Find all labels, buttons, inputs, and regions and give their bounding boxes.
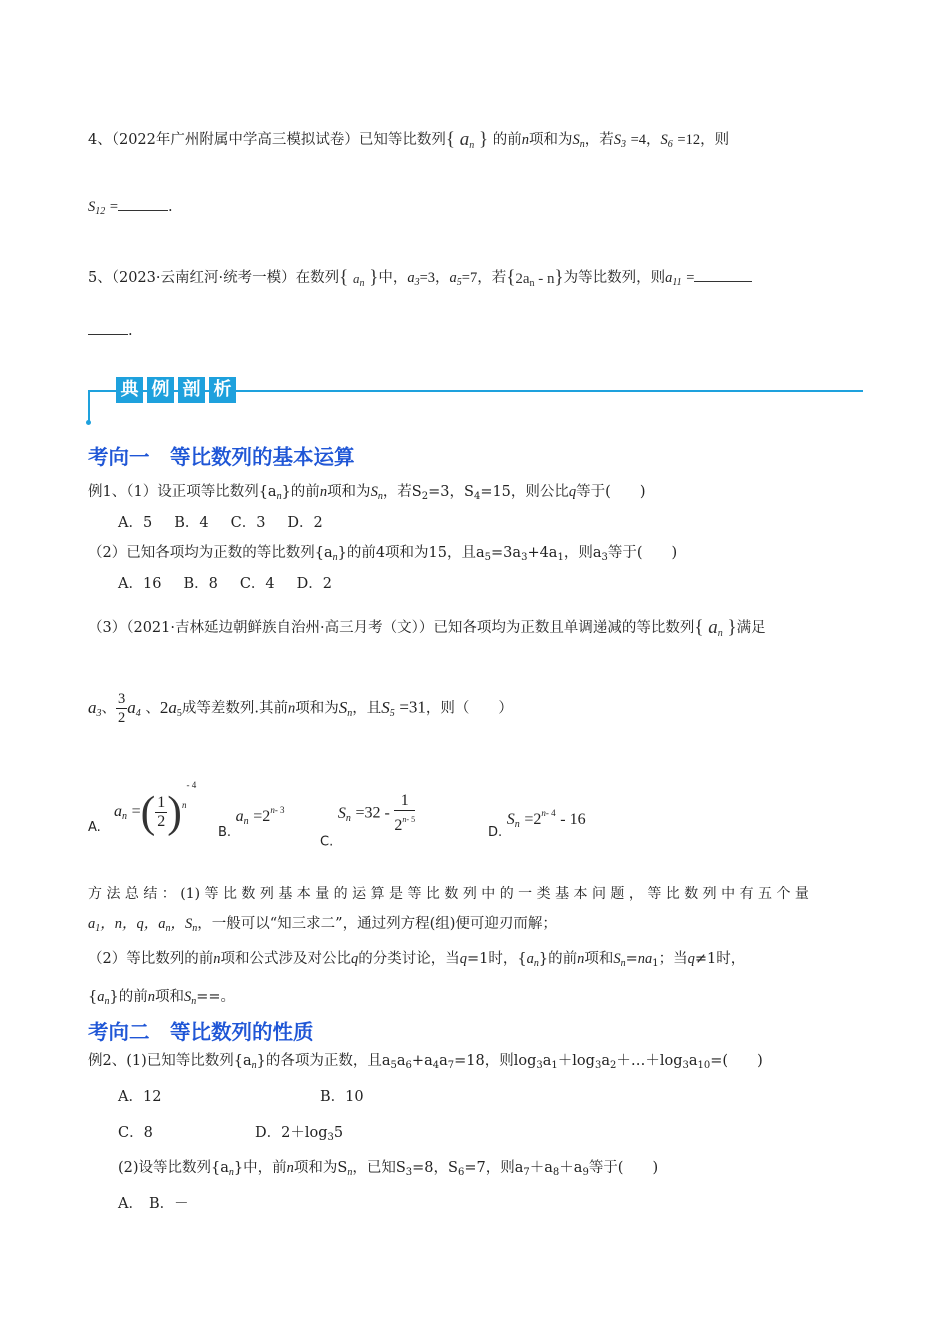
- ex1-q1-text2: }的前: [281, 484, 320, 500]
- q5-comma: ，: [435, 270, 450, 286]
- ex1-q1-text3: 项和为: [327, 484, 371, 500]
- ex2-q1-option-d-text: D．2＋log: [255, 1125, 328, 1141]
- ex2-q1-text4: =18，则log: [454, 1053, 537, 1069]
- ex1-q1-option-a[interactable]: A．5: [118, 515, 153, 531]
- summary-3d: =1时，{: [466, 951, 527, 967]
- ex1-q1-text5: =3，S: [428, 484, 474, 500]
- ex2-q1-text: 例2、(1)已知等比数列{a: [88, 1053, 252, 1069]
- ex1-q2-option-d[interactable]: D．2: [296, 576, 333, 592]
- ex1-q3-line2: $a_3$、 $\frac{3}{2}$ $a_4$ 、$2a_5$成等差数列.其前n项和为$S_n$，且$S_5 =31$，则（ ）: [88, 691, 513, 726]
- summary-3a: （2）等比数列的前: [88, 951, 214, 967]
- q4-source: （2022年广州附属中学高三模拟试卷）: [111, 132, 359, 148]
- question-5: 5、（2023·云南红河·统考一模）在数列{ $a_n$ }中，$a_3=3$，$a_5=7$，若$\{2a_n - n\}$为等比数列，则$a_{11}$ =: [88, 266, 752, 289]
- ex2-q2-option-a[interactable]: A．: [118, 1196, 143, 1212]
- ex1-q2-text5: ，则a: [563, 545, 602, 561]
- ex2-q1-option-d-tail: 5: [333, 1125, 344, 1141]
- q4-text: 已知等比数列: [358, 132, 446, 148]
- ex1-q1-text: 例1、（1）设正项等比数列{a: [88, 484, 277, 500]
- q5-text3: ，若: [477, 270, 507, 286]
- ex1-q2-option-c[interactable]: C．4: [239, 576, 275, 592]
- section-1-title: 考向一 等比数列的基本运算: [88, 445, 355, 469]
- q4-s3-value: =4: [630, 132, 647, 148]
- method-summary-line3: （2）等比数列的前n项和公式涉及对公比q的分类讨论，当q=1时，$\{a_n\}$的前n项和$S_n=na_1$；当q≠1时，: [88, 951, 746, 969]
- ex1-q2-text: （2）已知各项均为正数的等比数列{a: [88, 545, 333, 561]
- q5-text2: 中，: [378, 270, 408, 286]
- ex2-q2-options: [118, 1192, 189, 1213]
- opt-a-label: A.: [88, 820, 101, 835]
- ex2-q1-option-d[interactable]: D．$2+\log_35$: [255, 1125, 344, 1143]
- q5-minus-n: - n: [534, 271, 555, 287]
- ex1-q3-text5: ，则（ ）: [425, 700, 513, 717]
- ex1-q3-option-c[interactable]: C. $S_n =32$ - $\frac{1}{2^{n- 5}}$: [320, 792, 416, 850]
- ex2-q2: (2)设等比数列$\{a_n\}$中，前n项和为$S_n$，已知$S_3=8$，$S_6=7$，则$a_7+a_8+a_9$等于( ): [118, 1160, 659, 1178]
- ex2-q2-text2: }中，前: [233, 1160, 287, 1176]
- q5-source: （2023·云南红河·统考一模）: [111, 270, 296, 286]
- q5-seq-an: { $a_n$ }: [339, 267, 379, 289]
- banner-bracket: [88, 390, 118, 424]
- ex1-q3-sep1: 、: [101, 700, 116, 717]
- opt-c-expr: =32 -: [355, 804, 390, 822]
- ex2-q1-option-b[interactable]: B．10: [320, 1089, 364, 1105]
- banner-char-1: 典: [116, 377, 143, 403]
- q5-text4: 为等比数列，则: [563, 270, 666, 286]
- banner-char-3: 剖: [178, 377, 205, 403]
- ex1-q2-option-b[interactable]: B．8: [183, 576, 218, 592]
- banner-char-4: 析: [209, 377, 236, 403]
- ex2-q1-tail: ( ): [722, 1053, 763, 1069]
- ex1-q3-text3: 项和为: [295, 700, 339, 717]
- q4-text2: 的前: [492, 132, 522, 148]
- ex1-q1-text4: ，若S: [382, 484, 422, 500]
- summary-3h: ≠1时，: [694, 951, 746, 967]
- ex1-q1-tail: 等于( ): [576, 484, 646, 500]
- ex1-q3-text2: 成等差数列.其前: [181, 700, 288, 717]
- q4-s6-value: =12: [677, 132, 701, 148]
- q5-continue: [88, 320, 133, 339]
- ex1-q3-sep2: 、: [145, 700, 160, 717]
- q5-seq-expr: 2a: [515, 271, 530, 287]
- ex1-q3-tail: 满足: [736, 620, 766, 636]
- banner-char-2: 例: [147, 377, 174, 403]
- q4-text3: 项和为: [529, 132, 573, 148]
- ex2-q2-text3: 项和为S: [293, 1160, 348, 1176]
- ex1-q2-tail: 等于( ): [607, 545, 678, 561]
- frac-3-2: $\frac{3}{2}$: [118, 691, 126, 726]
- banner-dot: [86, 420, 91, 425]
- ex2-q2-text4: ，已知S: [352, 1160, 406, 1176]
- q5-text: 在数列: [295, 270, 340, 286]
- ex2-q1-text3: +a: [411, 1053, 433, 1069]
- ex1-q1-option-c[interactable]: C．3: [230, 515, 266, 531]
- ex2-q1-option-c[interactable]: C．8: [118, 1125, 153, 1141]
- ex2-q2-option-b[interactable]: B．－: [148, 1196, 189, 1212]
- ex1-q2-options: [118, 572, 332, 593]
- ex1-q3: [88, 616, 766, 639]
- summary-text2: ，一般可以“知三求二”，通过列方程(组)便可迎刃而解；: [197, 916, 557, 932]
- opt-b-label: B.: [218, 825, 232, 840]
- ex2-q2-text6: =7，则a: [464, 1160, 524, 1176]
- summary-3b: 项和公式涉及对公比: [220, 951, 351, 967]
- ex1-q1-options: [118, 511, 323, 532]
- q4-end: .: [168, 199, 173, 215]
- ex1-q3-text: 已知各项均为正数且单调递减的等比数列: [433, 620, 695, 636]
- q5-seq-2an-n: $\{2a_n - n\}$: [506, 267, 564, 289]
- section-2-title: 考向二 等比数列的性质: [88, 1020, 314, 1044]
- ex1-q1: 例1、（1）设正项等比数列$\{a_n\}$的前n项和为$S_n$，若$S_2=3$，$S_4=15$，则公比q等于( ): [88, 484, 646, 502]
- q4-equals: =: [109, 199, 119, 215]
- ex1-q2-text4: +4a: [527, 545, 558, 561]
- ex1-q3-s5: =31: [399, 697, 426, 717]
- ex1-q3-option-d[interactable]: D. $S_n =2^{n- 4} - 16$: [488, 808, 586, 840]
- method-summary-line1: 方 法 总 结 ： (1) 等 比 数 列 基 本 量 的 运 算 是 等 比 数 列 中 的 一 类 基 本 问 题 ， 等 比 数 列 中 有 五 个 量: [88, 886, 809, 902]
- q4-then: ，则: [700, 132, 730, 148]
- q4-seq-an: { $a_n$ }: [445, 129, 489, 151]
- summary-4: 的前: [118, 989, 148, 1005]
- q5-number: 5、: [88, 270, 112, 286]
- q5-answer-blank-2[interactable]: [88, 320, 128, 335]
- question-4: 4、（2022年广州附属中学高三模拟试卷）已知等比数列{ $a_n$ } 的前n项和为$S_n$，若$S_3 =4$，$S_6 =12$，则: [88, 129, 730, 151]
- q5-answer-blank-1[interactable]: [694, 267, 752, 282]
- ex1-q1-text6: =15，则公比: [480, 484, 569, 500]
- ex1-q3-source: （2021·吉林延边朝鲜族自治州·高三月考（文））: [126, 620, 434, 636]
- q4-answer-line: $S_{12}$ = .: [88, 196, 173, 217]
- opt-d-label: D.: [488, 825, 503, 840]
- q5-equals: =: [686, 270, 695, 286]
- q4-number: 4、: [88, 132, 112, 148]
- method-summary-line2: $a_1$，n，q，$a_n$，$S_n$，一般可以“知三求二”，通过列方程(组)便可迎刃而解；: [88, 916, 557, 934]
- summary-4c: ==。: [196, 989, 236, 1005]
- ex1-q1-option-b[interactable]: B．4: [174, 515, 209, 531]
- method-summary-line4: $\{a_n\}$的前n项和$S_n==$。: [88, 989, 236, 1007]
- opt-d-expr: - 16: [560, 811, 586, 828]
- summary-3g: ；当: [658, 951, 688, 967]
- q4-text4: ，若: [584, 132, 614, 148]
- summary-3c: 的分类讨论，当: [358, 951, 460, 967]
- ex2-q2-tail: 等于( ): [588, 1160, 659, 1176]
- q4-comma: ，: [646, 132, 661, 148]
- q5-end: .: [128, 323, 133, 339]
- ex1-q3-number: （3）: [88, 620, 127, 636]
- ex1-q2: （2）已知各项均为正数的等比数列$\{a_n\}$的前4项和为15，且$a_5=3a_3+4a_1$，则$a_3$等于( ): [88, 545, 678, 563]
- summary-3f: 项和: [584, 951, 614, 967]
- ex1-q1-option-d[interactable]: D．2: [287, 515, 323, 531]
- opt-c-label: C.: [320, 834, 334, 850]
- q4-answer-blank[interactable]: [118, 196, 168, 211]
- q5-a3: =3: [419, 270, 436, 286]
- ex1-q3-seq: { $a_n$ }: [694, 617, 737, 639]
- ex1-q2-option-a[interactable]: A．16: [118, 576, 162, 592]
- ex2-q2-text5: =8，S: [412, 1160, 458, 1176]
- ex1-q3-text4: ，且: [352, 700, 382, 717]
- ex1-q2-text2: }的前4项和为15，且a: [337, 545, 485, 561]
- ex1-q2-text3: =3a: [491, 545, 522, 561]
- summary-3e: }的前: [538, 951, 578, 967]
- summary-4b: 项和: [154, 989, 184, 1005]
- ex2-q1-text2: }的各项为正数，且a: [256, 1053, 391, 1069]
- ex2-q1-option-a[interactable]: A．12: [118, 1089, 162, 1105]
- ex2-q1: 例2、(1)已知等比数列$\{a_n\}$的各项为正数，且$a_5a_6+a_4a_7=18$，则$\log_3a_1+\log_3a_2+\dots+\log_3a_{10}=$( ): [88, 1053, 763, 1071]
- ex1-q3-option-b[interactable]: B. $a_n =2^{n- 3}$: [218, 805, 285, 840]
- q5-a5: =7: [461, 270, 478, 286]
- ex2-q2-text: (2)设等比数列{a: [118, 1160, 229, 1176]
